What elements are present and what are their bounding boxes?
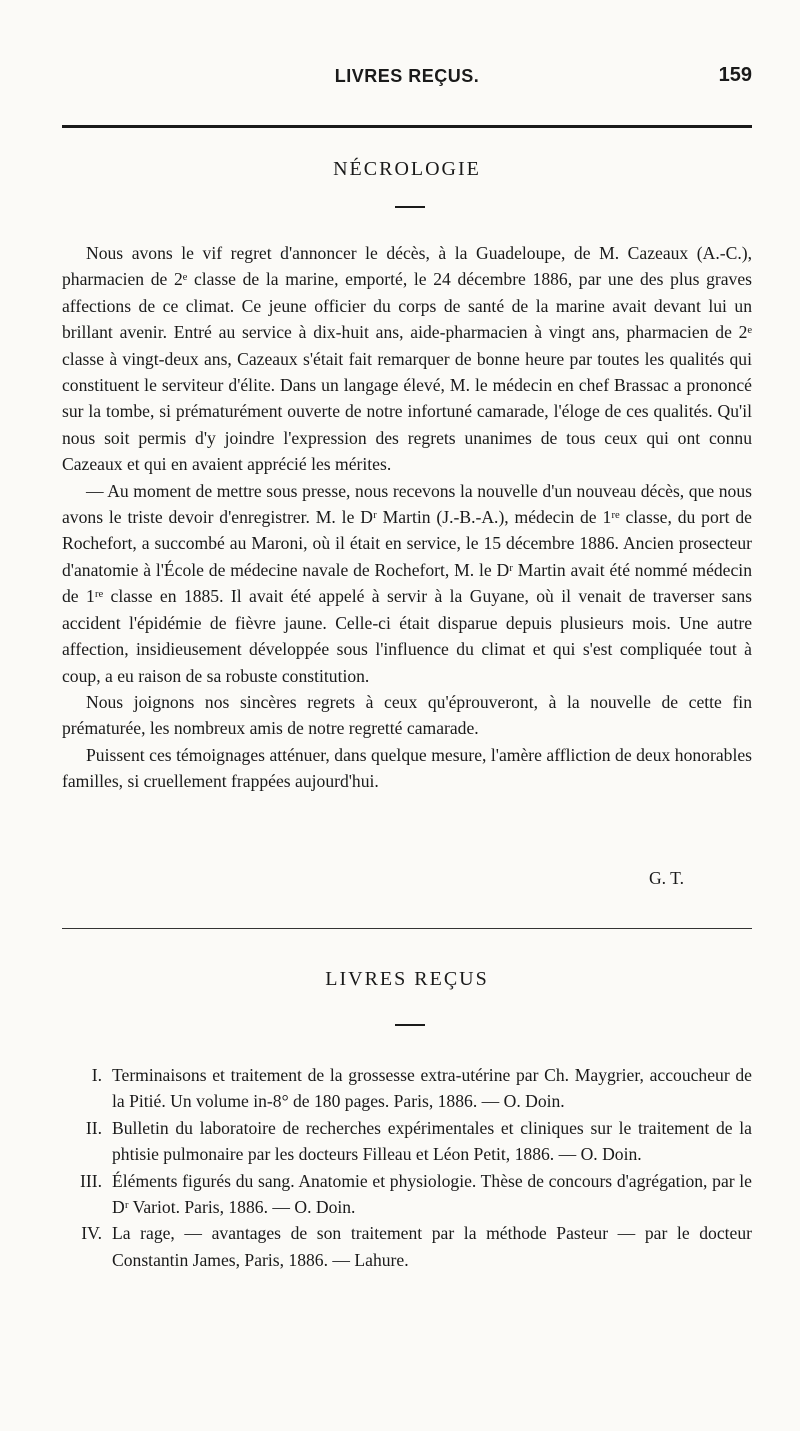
paragraph: — Au moment de mettre sous presse, nous recevons la nouvelle d'un nouveau décès, que nous avons le triste devoir d'enregistrer. M. le Dʳ Martin (J.-B.-A.), médecin de 1ʳᵉ classe, du port de Rochefort, a succombé au Maroni, où il était en service, le 15 décembre 1886. Ancien prosecteur d'anatomie à l'École de médecine navale de Rochefort, M. le Dʳ Martin avait été nommé médecin de 1ʳᵉ classe en 1885. Il avait été appelé à servir à la Guyane, où il venait de traverser sans accident l'épidémie de fièvre jaune. Celle-ci était disparue depuis plusieurs mois. Une autre affection, insidieusement développée sous l'influence du climat et qui s'est compliquée tout à coup, a eu raison de sa robuste constitution. xyxy=(62,480,752,686)
section-rule xyxy=(62,928,752,929)
list-item xyxy=(62,1115,752,1168)
list-item xyxy=(62,1062,752,1115)
item-text: Bulletin du laboratoire de recherches expérimentales et cliniques sur le traitement de la phtisie pulmonaire par les docteurs Filleau et Léon Petit, 1886. — O. Doin. xyxy=(112,1117,752,1165)
necrology-title: NÉCROLOGIE xyxy=(333,158,481,180)
books-received-title: LIVRES REÇUS xyxy=(325,968,489,990)
item-text: La rage, — avantages de son traitement par la méthode Pasteur — par le docteur Constantin James, Paris, 1886. — Lahure. xyxy=(112,1223,752,1270)
list-item xyxy=(62,1220,752,1273)
necrology-body xyxy=(62,240,752,795)
item-number: IV. xyxy=(81,1223,102,1244)
signature: G. T. xyxy=(648,868,684,888)
item-text: Terminaisons et traitement de la grossesse extra-utérine par Ch. Maygrier, accoucheur de la Pitié. Un volume in-8° de 180 pages. Paris, 1886. — O. Doin. xyxy=(112,1065,752,1112)
page-number: 159 xyxy=(718,64,752,86)
item-number: III. xyxy=(80,1170,102,1191)
paragraph: Puissent ces témoignages atténuer, dans quelque mesure, l'amère affliction de deux honorables familles, si cruellement frappées aujourd'hui. xyxy=(62,744,752,792)
title-dash xyxy=(395,1024,425,1026)
page-header xyxy=(62,62,752,96)
item-number: II. xyxy=(85,1117,102,1138)
paragraph: Nous avons le vif regret d'annoncer le décès, à la Guadeloupe, de M. Cazeaux (A.-C.), pharmacien de 2ᵉ classe de la marine, emporté, le 24 décembre 1886, par une des plus graves affections de ce climat. Ce jeune officier du corps de santé de la marine avait devant lui un brillant avenir. Entré au service à dix-huit ans, aide-pharmacien à vingt ans, pharmacien de 2ᵉ classe à vingt-deux ans, Cazeaux s'était fait remarquer de bonne heure par toutes les qualités qui constituent le serviteur d'élite. Dans un langage élevé, M. le médecin en chef Brassac a prononcé sur la tombe, si prématurément ouverte de notre infortuné camarade, l'éloge de ces qualités. Qu'il nous soit permis d'y joindre l'expression des regrets unanimes de tous ceux qui ont connu Cazeaux et qui en avaient apprécié les mérites. xyxy=(62,243,752,475)
books-list xyxy=(62,1062,752,1273)
item-number: I. xyxy=(91,1065,102,1085)
title-dash xyxy=(395,206,425,208)
item-text: Éléments figurés du sang. Anatomie et physiologie. Thèse de concours d'agrégation, par le Dʳ Variot. Paris, 1886. — O. Doin. xyxy=(112,1170,752,1218)
running-title: LIVRES REÇUS. xyxy=(334,66,480,86)
list-item xyxy=(62,1168,752,1221)
header-rule xyxy=(62,125,752,128)
paragraph: Nous joignons nos sincères regrets à ceux qu'éprouveront, à la nouvelle de cette fin prématurée, les nombreux amis de notre regretté camarade. xyxy=(62,691,752,739)
